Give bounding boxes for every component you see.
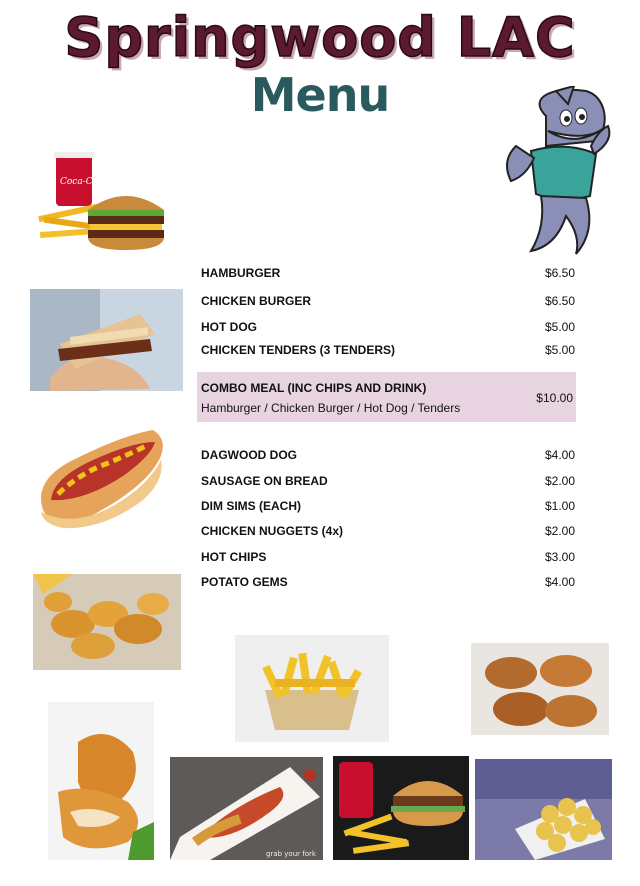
menu-item: [201, 474, 575, 496]
menu-item-name: DAGWOOD DOG: [201, 448, 297, 462]
menu-item: [201, 294, 575, 316]
menu-item: [201, 266, 575, 288]
menu-item-price: $2.00: [544, 524, 575, 538]
dim-sims-image: [471, 643, 609, 735]
menu-item-price: $4.00: [544, 575, 575, 589]
burger-and-cola-image: [38, 152, 170, 252]
menu-item-price: $3.00: [544, 550, 575, 564]
menu-item-price: $6.50: [544, 294, 575, 308]
hot-dog-image: [33, 420, 169, 532]
menu-item: [201, 343, 575, 365]
menu-item-name: DIM SIMS (EACH): [201, 499, 301, 513]
menu-item: [201, 448, 575, 470]
menu-item-name: CHICKEN BURGER: [201, 294, 312, 308]
potato-gems-image: [475, 759, 612, 860]
page-title: Springwood LAC: [64, 6, 576, 69]
combo-description: Hamburger / Chicken Burger / Hot Dog / Tenders: [201, 401, 461, 415]
menu-item-price: $4.00: [544, 448, 575, 462]
menu-item-name: HAMBURGER: [201, 266, 281, 280]
menu-item: [201, 575, 575, 597]
menu-item-price: $5.00: [544, 320, 575, 334]
menu-item-price: $1.00: [544, 499, 575, 513]
menu-item-name: CHICKEN NUGGETS (4x): [201, 524, 344, 538]
combo-price: $10.00: [536, 391, 573, 405]
burger-fries-cola-image: [333, 756, 469, 860]
menu-item: [201, 320, 575, 342]
menu-item-name: CHICKEN TENDERS (3 TENDERS): [201, 343, 396, 357]
menu-item-price: $6.50: [544, 266, 575, 280]
menu-item: [201, 499, 575, 521]
menu-heading: Menu: [250, 68, 390, 122]
menu-item-name: HOT CHIPS: [201, 550, 267, 564]
menu-item-price: $2.00: [544, 474, 575, 488]
chicken-tenders-image: [48, 702, 154, 860]
chicken-burger-image: [30, 289, 183, 391]
menu-item-name: HOT DOG: [201, 320, 257, 334]
combo-name: COMBO MEAL (INC CHIPS AND DRINK): [201, 381, 427, 395]
chicken-nuggets-image: [33, 574, 181, 670]
hot-chips-image: [235, 635, 389, 742]
menu-item: [201, 524, 575, 546]
menu-item-name: SAUSAGE ON BREAD: [201, 474, 328, 488]
cola-logo-text: Coca-Cola: [60, 177, 107, 187]
menu-item: [201, 550, 575, 572]
shark-mascot-image: [486, 86, 616, 256]
image-caption: grab your fork: [266, 850, 316, 858]
dagwood-dog-image: [170, 757, 323, 860]
menu-item-name: POTATO GEMS: [201, 575, 288, 589]
combo-meal-row: [197, 372, 576, 422]
menu-item-price: $5.00: [544, 343, 575, 357]
